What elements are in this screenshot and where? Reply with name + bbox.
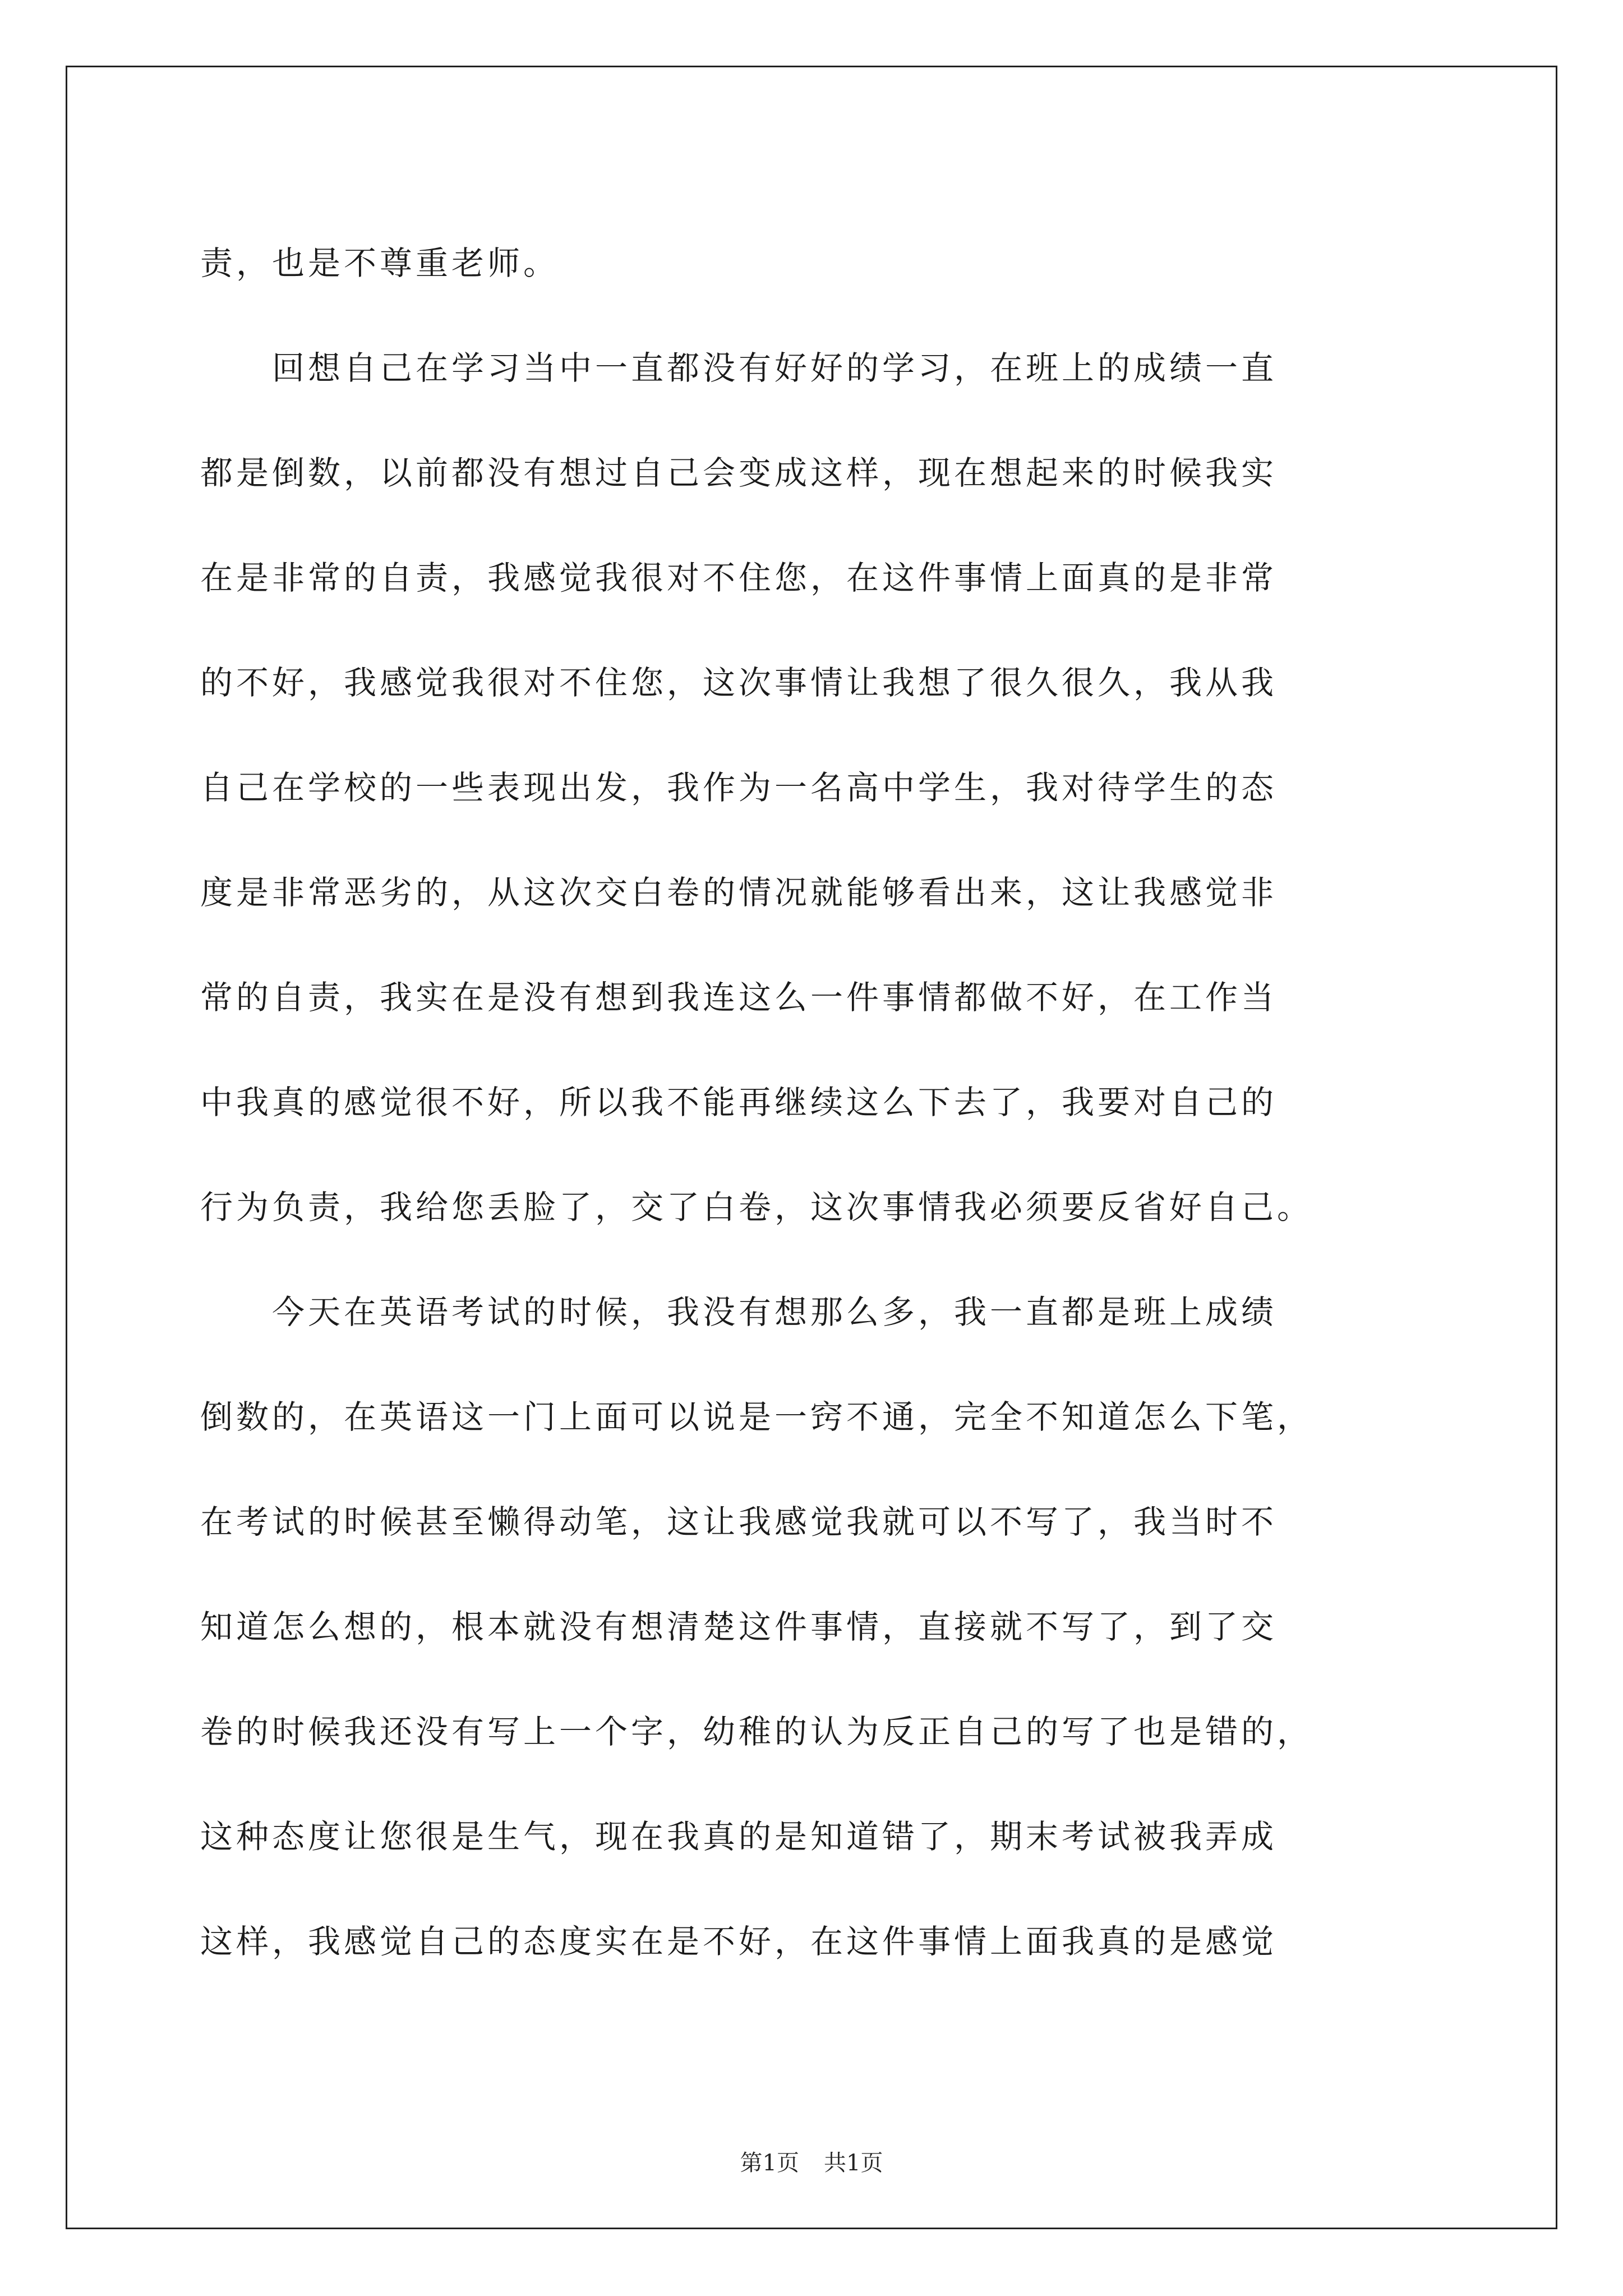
page-number: 第1页: [740, 2150, 799, 2176]
page-footer: [0, 2146, 1623, 2180]
text-line-7: 度是非常恶劣的，从这次交白卷的情况就能够看出来，这让我感觉非: [200, 873, 1278, 912]
text-line-16: 这种态度让您很是生气，现在我真的是知道错了，期末考试被我弄成: [200, 1818, 1278, 1856]
text-line-10: 行为负责，我给您丢脸了，交了白卷，这次事情我必须要反省好自己。: [200, 1188, 1313, 1226]
text-line-14: 知道怎么想的，根本就没有想清楚这件事情，直接就不写了，到了交: [200, 1608, 1278, 1646]
text-line-13: 在考试的时候甚至懒得动笔，这让我感觉我就可以不写了，我当时不: [200, 1503, 1278, 1541]
text-line-11: 今天在英语考试的时候，我没有想那么多，我一直都是班上成绩: [272, 1293, 1278, 1331]
text-line-3: 都是倒数，以前都没有想过自己会变成这样，现在想起来的时候我实: [200, 454, 1278, 492]
text-line-5: 的不好，我感觉我很对不住您，这次事情让我想了很久很久，我从我: [200, 664, 1278, 702]
text-line-12: 倒数的，在英语这一门上面可以说是一窍不通，完全不知道怎么下笔，: [200, 1398, 1313, 1436]
text-line-1: 责，也是不尊重老师。: [200, 244, 560, 282]
text-line-15: 卷的时候我还没有写上一个字，幼稚的认为反正自己的写了也是错的，: [200, 1713, 1313, 1751]
text-line-2: 回想自己在学习当中一直都没有好好的学习，在班上的成绩一直: [272, 349, 1278, 387]
text-line-8: 常的自责，我实在是没有想到我连这么一件事情都做不好，在工作当: [200, 978, 1278, 1016]
text-line-9: 中我真的感觉很不好，所以我不能再继续这么下去了，我要对自己的: [200, 1083, 1278, 1121]
document-body: [200, 211, 1428, 1994]
page-total: 共1页: [824, 2150, 883, 2176]
text-line-4: 在是非常的自责，我感觉我很对不住您，在这件事情上面真的是非常: [200, 559, 1278, 597]
text-line-6: 自己在学校的一些表现出发，我作为一名高中学生，我对待学生的态: [200, 769, 1278, 807]
text-line-17: 这样，我感觉自己的态度实在是不好，在这件事情上面我真的是感觉: [200, 1922, 1278, 1961]
